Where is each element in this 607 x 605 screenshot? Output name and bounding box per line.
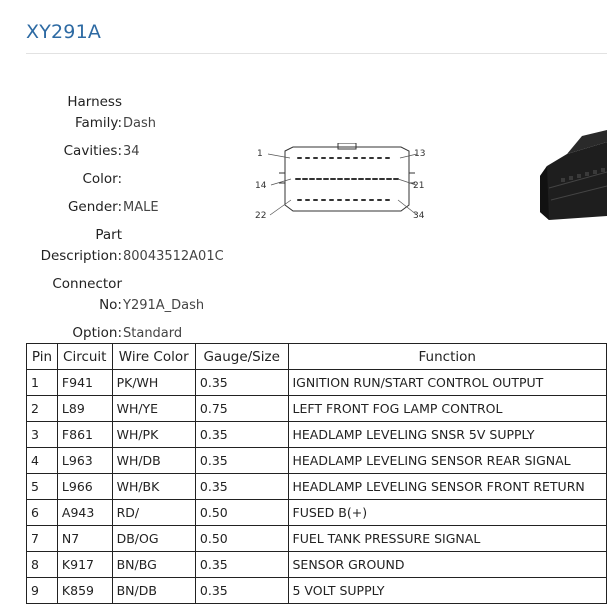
cell-pin: 1 bbox=[27, 370, 58, 396]
table-row bbox=[27, 448, 607, 474]
cell-gauge: 0.35 bbox=[195, 370, 288, 396]
cell-wire-color: DB/OG bbox=[112, 526, 195, 552]
info-value: 34 bbox=[123, 144, 140, 159]
cell-pin: 6 bbox=[27, 500, 58, 526]
table-row bbox=[27, 474, 607, 500]
info-row-option bbox=[26, 323, 256, 344]
info-row-connector-no bbox=[26, 274, 256, 316]
info-label: Cavities: bbox=[63, 143, 122, 159]
info-label: Color: bbox=[82, 171, 122, 187]
cell-wire-color: WH/YE bbox=[112, 396, 195, 422]
cell-function: HEADLAMP LEVELING SNSR 5V SUPPLY bbox=[288, 422, 607, 448]
column-header-function: Function bbox=[288, 344, 607, 370]
cell-gauge: 0.50 bbox=[195, 526, 288, 552]
info-row-color bbox=[26, 169, 256, 190]
cell-gauge: 0.35 bbox=[195, 474, 288, 500]
cell-circuit: F941 bbox=[57, 370, 112, 396]
cell-gauge: 0.35 bbox=[195, 552, 288, 578]
pin-label-13: 13 bbox=[414, 149, 426, 159]
info-row-part-description bbox=[26, 225, 256, 267]
info-row-harness-family bbox=[26, 92, 256, 134]
pin-label-1: 1 bbox=[257, 149, 263, 159]
table-row bbox=[27, 500, 607, 526]
cell-pin: 3 bbox=[27, 422, 58, 448]
info-label: Harness Family: bbox=[67, 94, 122, 131]
cell-wire-color: BN/DB bbox=[112, 578, 195, 604]
column-header-gauge-size: Gauge/Size bbox=[195, 344, 288, 370]
cell-pin: 4 bbox=[27, 448, 58, 474]
info-value: Standard bbox=[123, 326, 183, 341]
cell-pin: 2 bbox=[27, 396, 58, 422]
cell-gauge: 0.75 bbox=[195, 396, 288, 422]
cell-function: LEFT FRONT FOG LAMP CONTROL bbox=[288, 396, 607, 422]
cell-function: HEADLAMP LEVELING SENSOR FRONT RETURN bbox=[288, 474, 607, 500]
info-label: Connector No: bbox=[52, 276, 122, 313]
cell-wire-color: WH/BK bbox=[112, 474, 195, 500]
cell-wire-color: WH/PK bbox=[112, 422, 195, 448]
info-value: MALE bbox=[123, 200, 159, 215]
pin-label-34: 34 bbox=[413, 211, 425, 221]
info-value: Y291A_Dash bbox=[123, 298, 205, 313]
cell-pin: 8 bbox=[27, 552, 58, 578]
cell-circuit: L963 bbox=[57, 448, 112, 474]
pin-label-21: 21 bbox=[413, 181, 425, 191]
cell-function: HEADLAMP LEVELING SENSOR REAR SIGNAL bbox=[288, 448, 607, 474]
cell-function: 5 VOLT SUPPLY bbox=[288, 578, 607, 604]
cell-pin: 5 bbox=[27, 474, 58, 500]
cell-circuit: K859 bbox=[57, 578, 112, 604]
connector-photo bbox=[537, 128, 607, 233]
cell-function: FUSED B(+) bbox=[288, 500, 607, 526]
table-header-row bbox=[27, 344, 607, 370]
column-header-pin: Pin bbox=[27, 344, 58, 370]
info-value: Dash bbox=[123, 116, 156, 131]
cell-circuit: K917 bbox=[57, 552, 112, 578]
cell-circuit: L89 bbox=[57, 396, 112, 422]
page-title: XY291A bbox=[26, 21, 102, 43]
table-row bbox=[27, 578, 607, 604]
cell-wire-color: PK/WH bbox=[112, 370, 195, 396]
connector-info bbox=[26, 92, 256, 351]
cell-gauge: 0.35 bbox=[195, 448, 288, 474]
column-header-wire-color: Wire Color bbox=[112, 344, 195, 370]
info-label: Option: bbox=[72, 325, 122, 341]
table-row bbox=[27, 422, 607, 448]
cell-circuit: A943 bbox=[57, 500, 112, 526]
cell-gauge: 0.35 bbox=[195, 422, 288, 448]
cell-circuit: F861 bbox=[57, 422, 112, 448]
cell-pin: 9 bbox=[27, 578, 58, 604]
cell-function: FUEL TANK PRESSURE SIGNAL bbox=[288, 526, 607, 552]
cell-wire-color: WH/DB bbox=[112, 448, 195, 474]
info-row-cavities bbox=[26, 141, 256, 162]
cell-function: SENSOR GROUND bbox=[288, 552, 607, 578]
info-row-gender bbox=[26, 197, 256, 218]
table-row bbox=[27, 526, 607, 552]
table-row bbox=[27, 396, 607, 422]
pin-label-14: 14 bbox=[255, 181, 267, 191]
cell-wire-color: BN/BG bbox=[112, 552, 195, 578]
cell-pin: 7 bbox=[27, 526, 58, 552]
cell-function: IGNITION RUN/START CONTROL OUTPUT bbox=[288, 370, 607, 396]
title-divider bbox=[26, 53, 607, 54]
pin-label-22: 22 bbox=[255, 211, 267, 221]
cell-circuit: L966 bbox=[57, 474, 112, 500]
info-label: Part Description: bbox=[40, 227, 122, 264]
cell-gauge: 0.35 bbox=[195, 578, 288, 604]
info-value: 80043512A01C bbox=[123, 249, 224, 264]
table-row bbox=[27, 370, 607, 396]
pinout-table bbox=[26, 343, 607, 604]
cell-wire-color: RD/ bbox=[112, 500, 195, 526]
connector-pinout-diagram bbox=[253, 143, 433, 223]
info-label: Gender: bbox=[67, 199, 122, 215]
column-header-circuit: Circuit bbox=[57, 344, 112, 370]
cell-gauge: 0.50 bbox=[195, 500, 288, 526]
table-row bbox=[27, 552, 607, 578]
cell-circuit: N7 bbox=[57, 526, 112, 552]
